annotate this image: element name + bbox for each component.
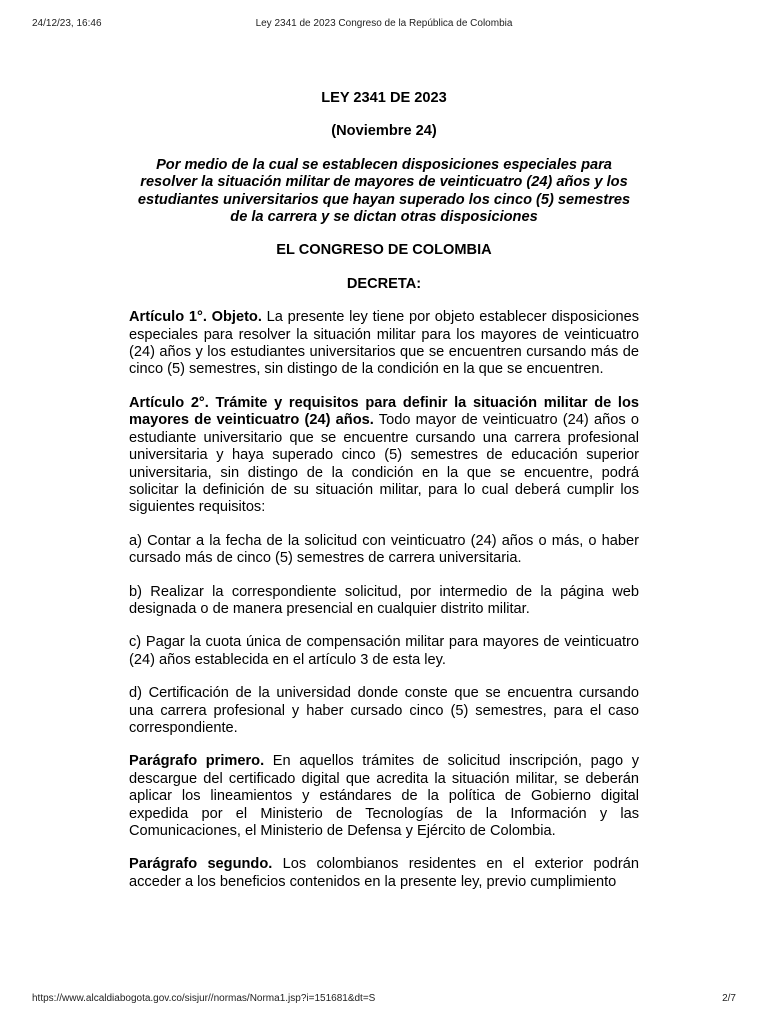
article-1-text: La presente ley tiene por objeto establecer disposiciones especiales para resolver la situación militar para los mayores de veinticuatro (24) años y los estudiantes universitarios que se encuentren cursando más de cinco (5) semestres, sin distingo de la condición en la que se encuentren. — [129, 309, 639, 378]
requirement-d: d) Certificación de la universidad donde conste que se encuentra cursando una carrera profesional y haber cursado cinco (5) semestres, para el caso correspondiente. — [129, 685, 639, 736]
requirement-c: c) Pagar la cuota única de compensación militar para mayores de veinticuatro (24) años establecida en el artículo 3 de esta ley. — [129, 634, 639, 668]
print-page-title: Ley 2341 de 2023 Congreso de la República de Colombia — [255, 18, 513, 29]
article-2-heading: Artículo 2°. Trámite y requisitos para definir la situación militar de los mayores de veinticuatro (24) años. — [129, 394, 639, 429]
requirement-a: a) Contar a la fecha de la solicitud con veinticuatro (24) años o más, o haber cursado más de cinco (5) semestres de carrera universitaria. — [129, 532, 639, 567]
page-number: 2/7 — [722, 993, 736, 1004]
paragraph-first-heading: Parágrafo primero. — [129, 753, 265, 770]
law-title: LEY 2341 DE 2023 — [321, 90, 447, 106]
decree-heading: DECRETA: — [346, 275, 422, 292]
paragraph-second — [129, 856, 639, 891]
paragraph-second-text: Los colombianos residentes en el exterior podrán acceder a los beneficios contenidos en la presente ley, previo cumplimiento — [129, 856, 639, 890]
law-date: (Noviembre 24) — [331, 123, 437, 140]
source-url[interactable]: https://www.alcaldiabogota.gov.co/sisjur//normas/Norma1.jsp?i=151681&dt=S — [32, 993, 376, 1004]
print-footer — [32, 993, 736, 1007]
issuer-heading: EL CONGRESO DE COLOMBIA — [276, 242, 492, 259]
article-2 — [129, 395, 639, 517]
law-summary: Por medio de la cual se establecen disposiciones especiales para resolver la situación militar de mayores de veinticuatro (24) años y los estudiantes universitarios que hayan superado los cinco (5) semestres de la carrera y se dictan otras disposiciones — [137, 156, 631, 226]
article-1 — [129, 309, 639, 379]
law-document — [129, 90, 639, 891]
article-2-text: Todo mayor de veinticuatro (24) años o estudiante universitario que se encuentre cursando una carrera profesional universitaria y haya superado cinco (5) semestres de educación superior universitaria, sin distingo de la condición en la que se encuentre, podrá solicitar la definición de su situación militar, para lo cual deberá cumplir los siguientes requisitos: — [129, 412, 639, 516]
paragraph-first — [129, 753, 639, 840]
print-datetime: 24/12/23, 16:46 — [32, 18, 102, 29]
requirement-b: b) Realizar la correspondiente solicitud, por intermedio de la página web designada o de manera presencial en cualquier distrito militar. — [129, 583, 639, 617]
article-1-heading: Artículo 1°. Objeto. — [129, 309, 262, 326]
paragraph-second-heading: Parágrafo segundo. — [129, 856, 273, 873]
print-header — [32, 18, 736, 32]
paragraph-first-text: En aquellos trámites de solicitud inscripción, pago y descargue del certificado digital que acredita la situación militar, se deberán aplicar los lineamientos y estándares de la política de Gobierno digital expedida por el Ministerio de Tecnologías de la Información y las Comunicaciones, el Ministerio de Defensa y Ejército de Colombia. — [129, 753, 640, 839]
